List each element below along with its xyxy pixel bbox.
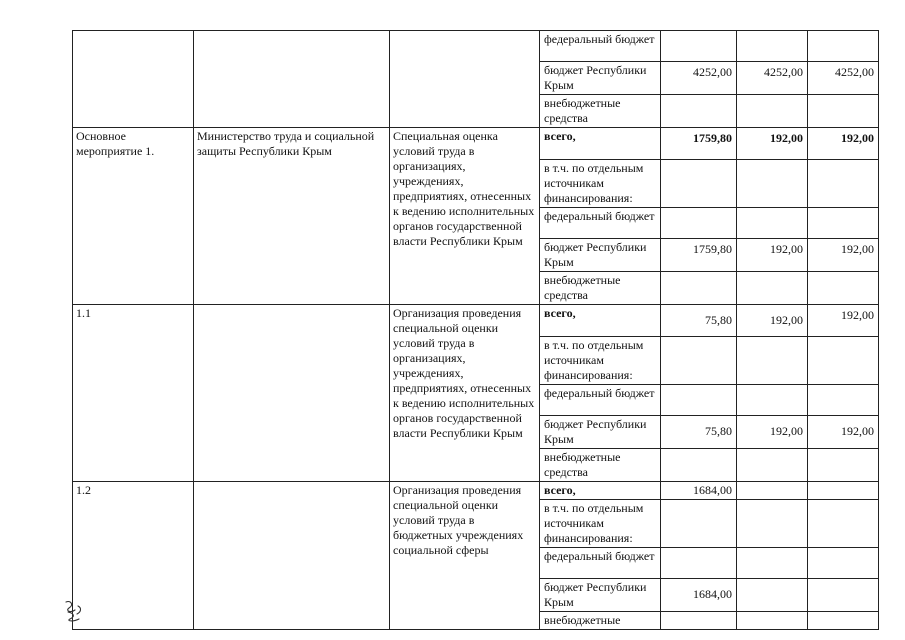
value-cell: 75,80 [661, 305, 737, 337]
value-cell: 192,00 [808, 239, 879, 272]
value-cell [737, 208, 808, 239]
source-breakdown: в т.ч. по отдельным источникам финансирования: [540, 500, 661, 548]
value-cell [808, 160, 879, 208]
value-cell [661, 160, 737, 208]
executor-cell [194, 31, 390, 128]
value-cell [737, 482, 808, 500]
source-breakdown: в т.ч. по отдельным источникам финансирования: [540, 160, 661, 208]
value-cell [737, 337, 808, 385]
value-cell [737, 272, 808, 305]
value-cell: 1759,80 [661, 128, 737, 160]
table-row [73, 128, 879, 160]
value-cell [661, 208, 737, 239]
event-name-cell: 1.2 [73, 482, 194, 630]
value-cell [661, 31, 737, 62]
value-cell [737, 385, 808, 416]
value-cell [808, 385, 879, 416]
value-cell [808, 337, 879, 385]
table-row [73, 482, 879, 500]
value-cell [808, 272, 879, 305]
value-cell [661, 95, 737, 128]
value-cell [808, 208, 879, 239]
description-cell [390, 31, 540, 128]
source-regional: бюджет Республики Крым [540, 239, 661, 272]
value-cell [808, 31, 879, 62]
source-breakdown: в т.ч. по отдельным источникам финансирования: [540, 337, 661, 385]
description-cell: Специальная оценка условий труда в организациях, учреждениях, предприятиях, отнесенных к ведению исполнительных органов государственной власти Республики Крым [390, 128, 540, 305]
source-total: всего, [540, 128, 661, 160]
handwritten-signature [62, 598, 88, 624]
value-cell [737, 95, 808, 128]
value-cell [808, 612, 879, 630]
value-cell [737, 160, 808, 208]
source-federal: федеральный бюджет [540, 548, 661, 579]
source-regional: бюджет Республики Крым [540, 62, 661, 95]
source-extrabudget: внебюджетные средства [540, 272, 661, 305]
value-cell [737, 579, 808, 612]
description-cell: Организация проведения специальной оценки условий труда в бюджетных учреждениях социальной сферы [390, 482, 540, 630]
source-federal: федеральный бюджет [540, 208, 661, 239]
value-cell [737, 612, 808, 630]
value-cell [737, 31, 808, 62]
value-cell [808, 95, 879, 128]
value-cell: 192,00 [737, 305, 808, 337]
value-cell [737, 548, 808, 579]
source-federal: федеральный бюджет [540, 31, 661, 62]
value-cell: 192,00 [737, 128, 808, 160]
event-name-cell: Основное мероприятие 1. [73, 128, 194, 305]
value-cell [661, 385, 737, 416]
value-cell: 4252,00 [737, 62, 808, 95]
value-cell [737, 449, 808, 482]
source-total: всего, [540, 305, 661, 337]
source-regional: бюджет Республики Крым [540, 579, 661, 612]
value-cell: 192,00 [808, 416, 879, 449]
value-cell [661, 449, 737, 482]
source-total: всего, [540, 482, 661, 500]
source-extrabudget: внебюджетные [540, 612, 661, 630]
value-cell [661, 548, 737, 579]
value-cell [808, 449, 879, 482]
value-cell: 192,00 [737, 416, 808, 449]
source-extrabudget: внебюджетные средства [540, 449, 661, 482]
executor-cell [194, 305, 390, 482]
value-cell [737, 500, 808, 548]
source-federal: федеральный бюджет [540, 385, 661, 416]
table-row [73, 31, 879, 62]
value-cell [661, 272, 737, 305]
value-cell: 192,00 [808, 305, 879, 337]
value-cell [661, 337, 737, 385]
value-cell [808, 579, 879, 612]
table-row [73, 305, 879, 337]
value-cell: 75,80 [661, 416, 737, 449]
value-cell [808, 482, 879, 500]
value-cell: 4252,00 [808, 62, 879, 95]
event-name-cell [73, 31, 194, 128]
value-cell: 1684,00 [661, 482, 737, 500]
event-name-cell: 1.1 [73, 305, 194, 482]
value-cell: 1684,00 [661, 579, 737, 612]
description-cell: Организация проведения специальной оценки условий труда в организациях, учреждениях, предприятиях, отнесенных к ведению исполнительных органов государственной власти Республики Крым [390, 305, 540, 482]
value-cell: 192,00 [808, 128, 879, 160]
value-cell: 4252,00 [661, 62, 737, 95]
source-regional: бюджет Республики Крым [540, 416, 661, 449]
value-cell [808, 500, 879, 548]
executor-cell [194, 482, 390, 630]
value-cell [661, 612, 737, 630]
value-cell: 192,00 [737, 239, 808, 272]
value-cell: 1759,80 [661, 239, 737, 272]
value-cell [661, 500, 737, 548]
funding-table [72, 30, 879, 630]
value-cell [808, 548, 879, 579]
source-extrabudget: внебюджетные средства [540, 95, 661, 128]
executor-cell: Министерство труда и социальной защиты Республики Крым [194, 128, 390, 305]
